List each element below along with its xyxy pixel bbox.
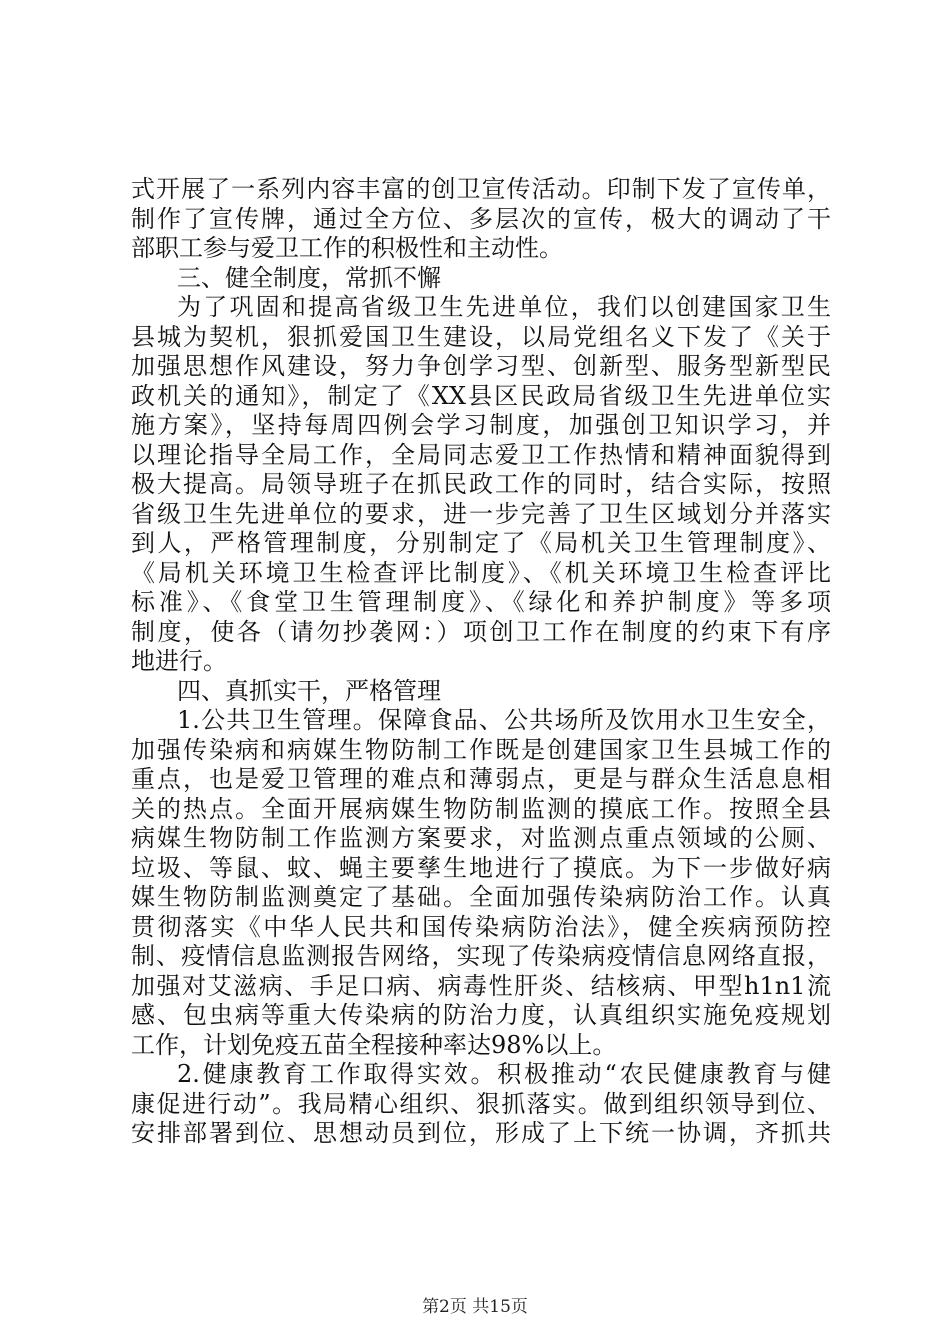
text-line: 到人，严格管理制度，分别制定了《局机关卫生管理制度》、 bbox=[131, 529, 831, 557]
text-line: 省级卫生先进单位的要求，进一步完善了卫生区域划分并落实 bbox=[131, 499, 831, 528]
text-line: 康促进行动”。我局精心组织、狠抓落实。做到组织领导到位、 bbox=[131, 1089, 831, 1118]
text-line: 2.健康教育工作取得实效。积极推动“农民健康教育与健 bbox=[177, 1060, 831, 1088]
text-line: 标准》、《食堂卫生管理制度》、《绿化和养护制度》等多项 bbox=[131, 588, 831, 616]
text-line: 感、包虫病等重大传染病的防治力度，认真组织实施免疫规划 bbox=[131, 1001, 831, 1029]
text-line: 极大提高。局领导班子在抓民政工作的同时，结合实际，按照 bbox=[131, 470, 831, 498]
text-line: 1.公共卫生管理。保障食品、公共场所及饮用水卫生安全， bbox=[177, 706, 831, 734]
text-line: 式开展了一系列内容丰富的创卫宣传活动。印制下发了宣传单， bbox=[131, 175, 831, 203]
text-line: 制作了宣传牌，通过全方位、多层次的宣传，极大的调动了干 bbox=[131, 204, 831, 233]
page-number-footer: 第2页 共15页 bbox=[422, 1297, 528, 1317]
text-line: 加强对艾滋病、手足口病、病毒性肝炎、结核病、甲型h1n1流 bbox=[131, 971, 831, 1000]
text-line: 关的热点。全面开展病媒生物防制监测的摸底工作。按照全县 bbox=[131, 794, 831, 823]
document-body bbox=[131, 175, 831, 1149]
text-line: 部职工参与爱卫工作的积极性和主动性。 bbox=[131, 234, 563, 262]
text-line: 地进行。 bbox=[131, 647, 227, 675]
text-line: 重点，也是爱卫管理的难点和薄弱点，更是与群众生活息息相 bbox=[131, 765, 831, 793]
text-line: 垃圾、等鼠、蚊、蝇主要孳生地进行了摸底。为下一步做好病 bbox=[131, 853, 831, 882]
section-heading-3: 三、健全制度，常抓不懈 bbox=[177, 263, 441, 292]
text-line: 媒生物防制监测奠定了基础。全面加强传染病防治工作。认真 bbox=[131, 883, 831, 911]
text-line: 加强传染病和病媒生物防制工作既是创建国家卫生县城工作的 bbox=[131, 735, 831, 764]
section-heading-4: 四、真抓实干，严格管理 bbox=[177, 676, 441, 705]
text-line: 施方案》，坚持每周四例会学习制度，加强创卫知识学习，并 bbox=[131, 411, 831, 439]
text-line: 贯彻落实《中华人民共和国传染病防治法》，健全疾病预防控 bbox=[131, 912, 831, 941]
text-line: 为了巩固和提高省级卫生先进单位，我们以创建国家卫生 bbox=[177, 293, 831, 321]
text-line: 制度，使各（请勿抄袭网：）项创卫工作在制度的约束下有序 bbox=[131, 617, 831, 646]
text-line: 制、疫情信息监测报告网络，实现了传染病疫情信息网络直报， bbox=[131, 942, 831, 970]
text-line: 病媒生物防制工作监测方案要求，对监测点重点领域的公厕、 bbox=[131, 824, 831, 852]
text-line: 以理论指导全局工作，全局同志爱卫工作热情和精神面貌得到 bbox=[131, 440, 831, 469]
text-line: 工作，计划免疫五苗全程接种率达98%以上。 bbox=[131, 1030, 617, 1059]
text-line: 加强思想作风建设，努力争创学习型、创新型、服务型新型民 bbox=[131, 352, 831, 380]
text-line: 县城为契机，狠抓爱国卫生建设，以局党组名义下发了《关于 bbox=[131, 322, 831, 351]
text-line: 安排部署到位、思想动员到位，形成了上下统一协调，齐抓共 bbox=[131, 1119, 831, 1147]
text-line: 《局机关环境卫生检查评比制度》、《机关环境卫生检查评比 bbox=[131, 558, 831, 587]
text-line: 政机关的通知》，制定了《XX县区民政局省级卫生先进单位实 bbox=[131, 381, 831, 410]
